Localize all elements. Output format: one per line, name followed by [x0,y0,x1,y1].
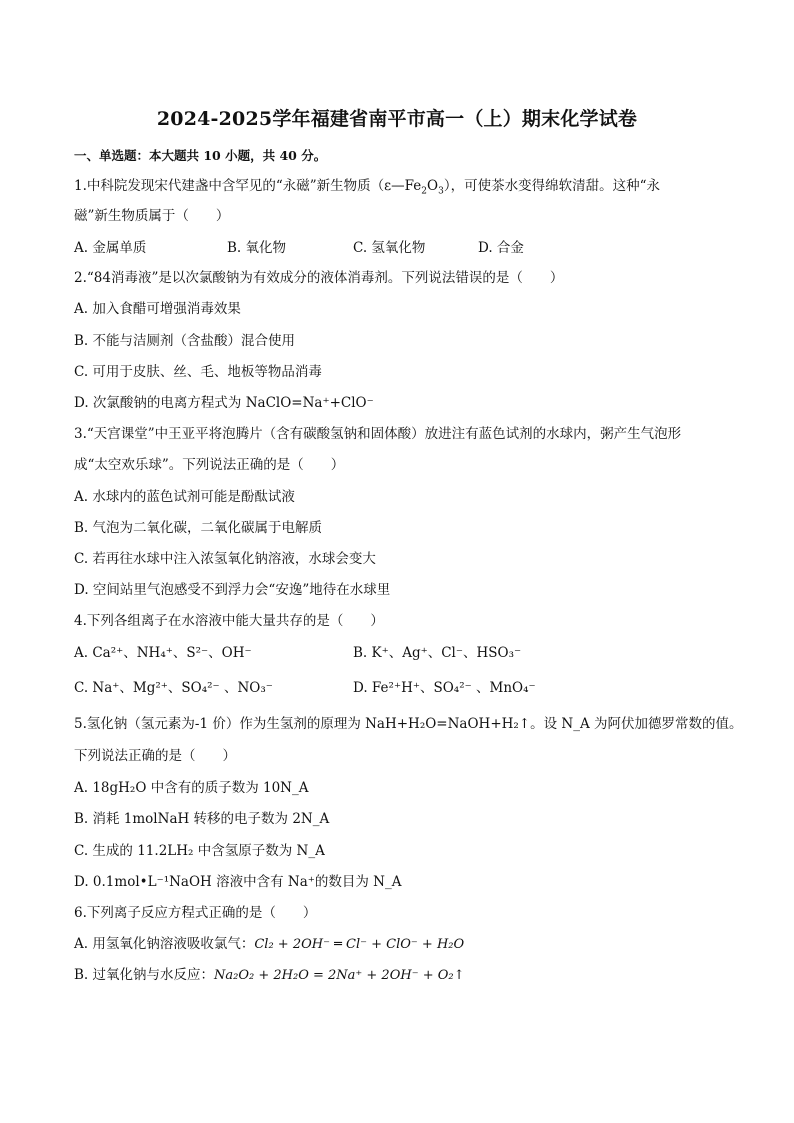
option-d: D. 合金 [478,240,524,256]
question-3-stem-cont: 成“太空欢乐球”。下列说法正确的是（ ） [74,457,345,473]
question-1-stem-cont: 磁”新生物质属于（ ） [74,208,230,224]
question-5-option-b: B. 消耗 1molNaH 转移的电子数为 2N_A [74,811,330,827]
page-title: 2024-2025学年福建省南平市高一（上）期末化学试卷 [156,108,638,130]
question-5-option-a: A. 18gH₂O 中含有的质子数为 10N_A [74,780,309,796]
option-c: C. 氢氧化物 [353,240,426,256]
question-3-option-d: D. 空间站里气泡感受不到浮力会“安逸”地待在水球里 [74,582,391,598]
option-d: D. Fe²⁺H⁺、SO₄²⁻ 、MnO₄⁻ [353,680,536,696]
option-c: C. Na⁺、Mg²⁺、SO₄²⁻ 、NO₃⁻ [74,680,273,696]
equation-a: Cl₂ + 2OH⁻ ═ Cl⁻ + ClO⁻ + H₂O [254,937,465,952]
question-5-stem-cont: 下列说法正确的是（ ） [74,748,236,764]
question-6-stem: 6.下列离子反应方程式正确的是（ ） [74,905,317,921]
question-2-option-c: C. 可用于皮肤、丝、毛、地板等物品消毒 [74,364,322,380]
question-5-stem: 5.氢化钠（氢元素为-1 价）作为生氢剂的原理为 NaH+H₂O=NaOH+H₂↑。设 N_A 为阿伏加德罗常数的值。 [74,716,743,732]
question-2-option-b: B. 不能与洁厕剂（含盐酸）混合使用 [74,333,296,349]
option-b: B. 氧化物 [227,240,287,256]
question-5-option-c: C. 生成的 11.2LH₂ 中含氢原子数为 N_A [74,843,325,859]
question-3-stem: 3.“天宫课堂”中王亚平将泡腾片（含有碳酸氢钠和固体酸）放进注有蓝色试剂的水球内，粥产生气泡形 [74,426,682,442]
question-6-option-b: B. 过氧化钠与水反应：Na₂O₂ + 2H₂O = 2Na⁺ + 2OH⁻ + O₂↑ [74,967,465,983]
question-1-stem: 1.中科院发现宋代建盏中含罕见的“永磁”新生物质$(\varepsilon—Fe_2O_3)$，可使茶水变得绵软清甜。这种“永 [74,178,660,197]
option-a: A. Ca²⁺、NH₄⁺、S²⁻、OH⁻ [74,645,252,661]
question-2-stem: 2.“84消毒液”是以次氯酸钠为有效成分的液体消毒剂。下列说法错误的是（ ） [74,270,564,286]
option-b: B. K⁺、Ag⁺、Cl⁻、HSO₃⁻ [353,645,522,661]
option-a: A. 金属单质 [74,240,147,256]
question-3-option-c: C. 若再往水球中注入浓氢氧化钠溶液，水球会变大 [74,551,376,567]
section-heading: 一、单选题：本大题共 10 小题，共 40 分。 [74,148,327,163]
equation-b: Na₂O₂ + 2H₂O = 2Na⁺ + 2OH⁻ + O₂↑ [214,968,465,983]
question-2-option-a: A. 加入食醋可增强消毒效果 [74,301,241,317]
question-3-option-a: A. 水球内的蓝色试剂可能是酚酞试液 [74,489,295,505]
question-1-options [74,238,724,258]
question-4-options-row2 [74,678,724,698]
question-6-option-a: A. 用氢氧化钠溶液吸收氯气：Cl₂ + 2OH⁻ ═ Cl⁻ + ClO⁻ + H₂O [74,936,465,952]
question-3-option-b: B. 气泡为二氧化碳，二氧化碳属于电解质 [74,520,323,536]
question-4-options-row1 [74,643,724,663]
question-2-option-d: D. 次氯酸钠的电离方程式为 NaClO=Na⁺+ClO⁻ [74,395,374,411]
question-5-option-d: D. 0.1mol•L⁻¹NaOH 溶液中含有 Na⁺的数目为 N_A [74,874,402,890]
question-4-stem: 4.下列各组离子在水溶液中能大量共存的是（ ） [74,613,384,629]
